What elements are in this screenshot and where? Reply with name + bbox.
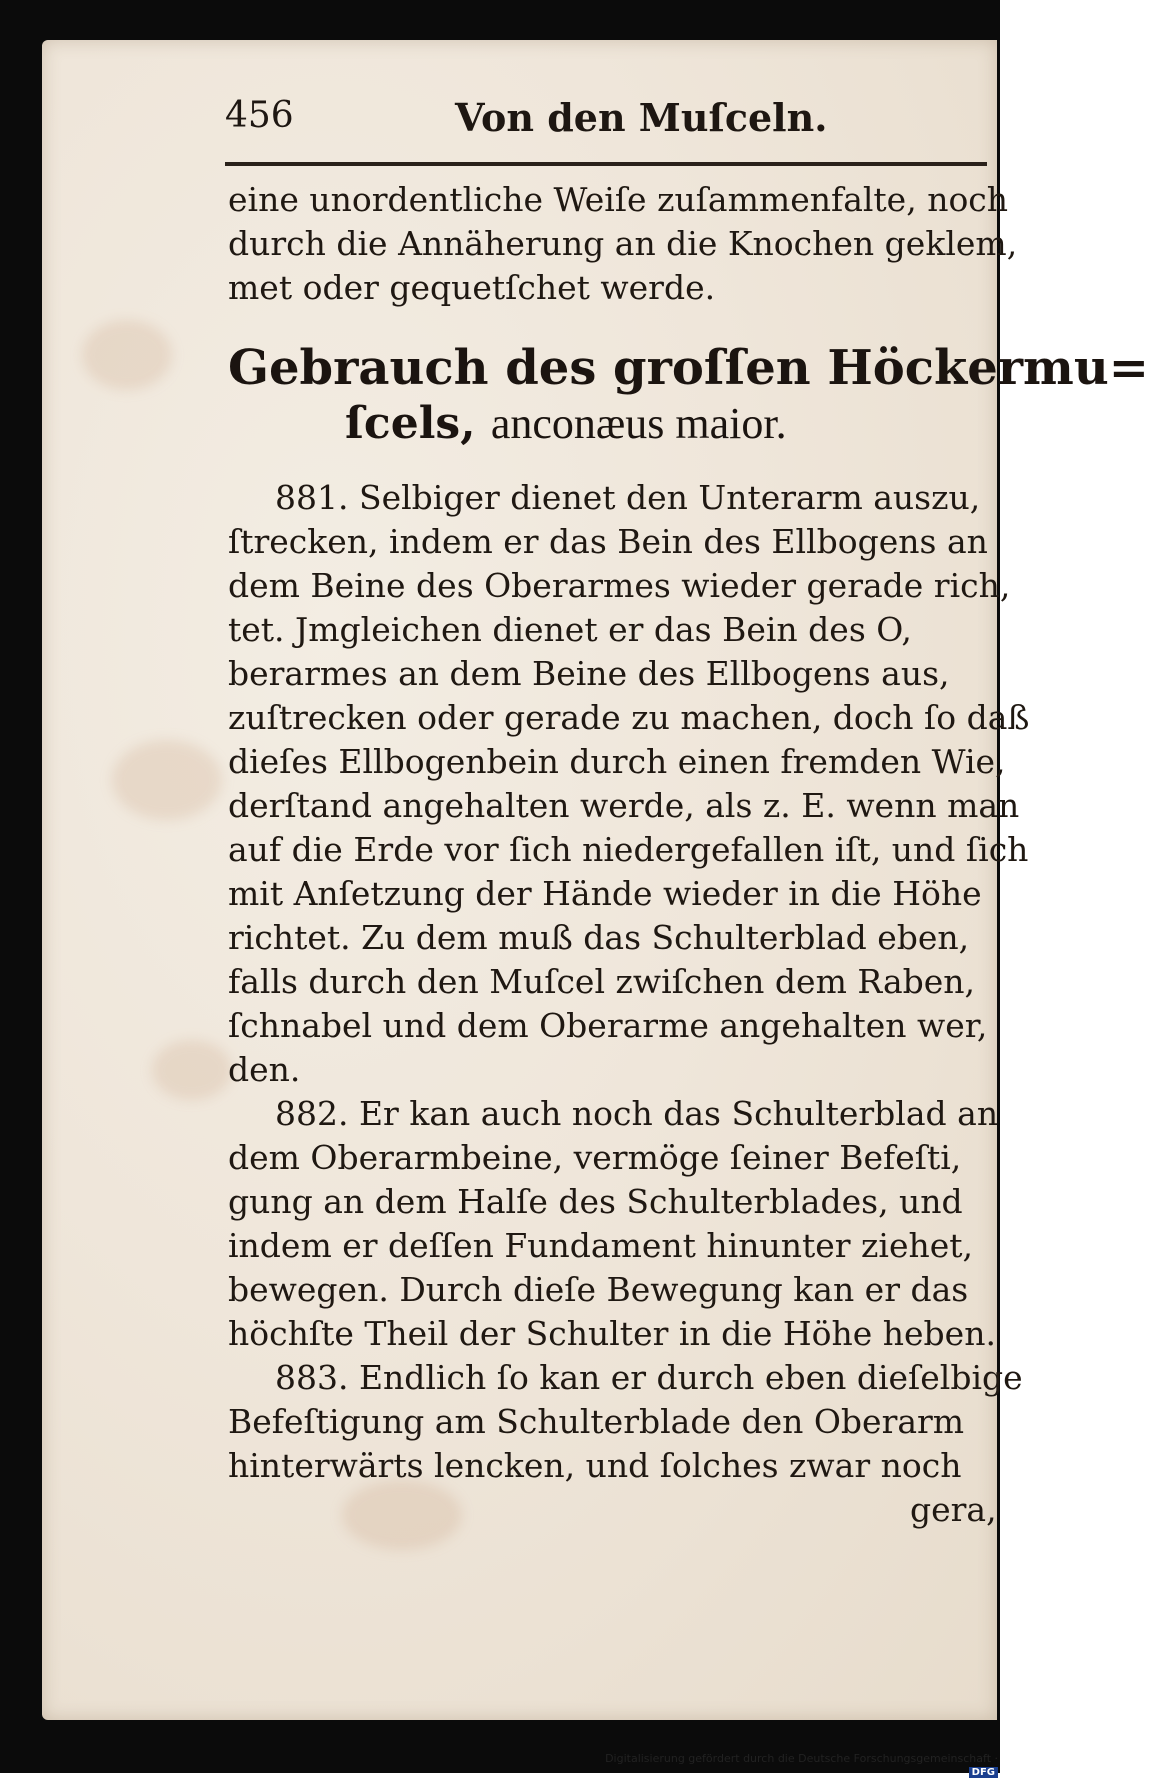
page-header	[225, 95, 985, 155]
section-heading-line-2	[345, 398, 1115, 449]
text-line: dem Oberarmbeine, vermöge ſeiner Befeſti,	[228, 1138, 962, 1177]
section-heading-line-1: Gebrauch des groſſen Höckermu=	[228, 340, 1149, 396]
text-line: derſtand angehalten werde, als z. E. wenn man	[228, 786, 1020, 825]
text-line: met oder gequetſchet werde.	[228, 268, 716, 307]
paper-stain	[82, 320, 172, 390]
text-line: höchſte Theil der Schulter in die Höhe heben.	[228, 1314, 996, 1353]
text-line: berarmes an dem Beine des Ellbogens aus,	[228, 654, 950, 693]
text-line: ſchnabel und dem Oberarme angehalten wer,	[228, 1006, 988, 1045]
paper-stain	[152, 1040, 232, 1100]
text-line: tet. Jmgleichen dienet er das Bein des O,	[228, 610, 912, 649]
text-line: 883. Endlich ſo kan er durch eben dieſelbige	[275, 1358, 1023, 1397]
text-line: durch die Annäherung an die Knochen geklem,	[228, 224, 1018, 263]
text-line: 882. Er kan auch noch das Schulterblad an	[275, 1094, 999, 1133]
text-line: mit Anſetzung der Hände wieder in die Höhe	[228, 874, 982, 913]
digitization-footer	[600, 1752, 998, 1778]
running-head: Von den Muſceln.	[455, 95, 828, 140]
text-line: bewegen. Durch dieſe Bewegung kan er das	[228, 1270, 969, 1309]
text-line: hinterwärts lencken, und ſolches zwar noch	[228, 1446, 962, 1485]
text-line: zuſtrecken oder gerade zu machen, doch ſo daß	[228, 698, 1030, 737]
text-line: falls durch den Muſcel zwiſchen dem Raben,	[228, 962, 976, 1001]
footer-text: Digitalisierung gefördert durch die Deutsche Forschungsgemeinschaft ·	[605, 1752, 998, 1765]
text-line: gung an dem Halſe des Schulterblades, und	[228, 1182, 963, 1221]
paper-stain	[342, 1480, 462, 1550]
header-rule	[225, 162, 987, 166]
heading-latin-term: anconæus maior.	[490, 399, 787, 448]
text-line: auf die Erde vor ſich niedergefallen iſt, und ſich	[228, 830, 1029, 869]
text-line: Befeſtigung am Schulterblade den Oberarm	[228, 1402, 965, 1441]
text-line: 881. Selbiger dienet den Unterarm auszu,	[275, 478, 981, 517]
text-line: ſtrecken, indem er das Bein des Ellbogens an	[228, 522, 988, 561]
text-line: dem Beine des Oberarmes wieder gerade rich,	[228, 566, 1011, 605]
text-line: eine unordentliche Weiſe zuſammenfalte, noch	[228, 180, 1009, 219]
text-line: den.	[228, 1050, 301, 1089]
text-line: dieſes Ellbogenbein durch einen fremden Wie,	[228, 742, 1006, 781]
dfg-logo: DFG	[969, 1767, 998, 1778]
page-number: 456	[225, 95, 294, 136]
heading-fraktur-part: ſcels,	[345, 398, 476, 449]
text-line: indem er deſſen Fundament hinunter ziehet,	[228, 1226, 974, 1265]
paper-stain	[112, 740, 222, 820]
catchword: gera,	[910, 1490, 997, 1529]
text-line: richtet. Zu dem muß das Schulterblad eben,	[228, 918, 970, 957]
